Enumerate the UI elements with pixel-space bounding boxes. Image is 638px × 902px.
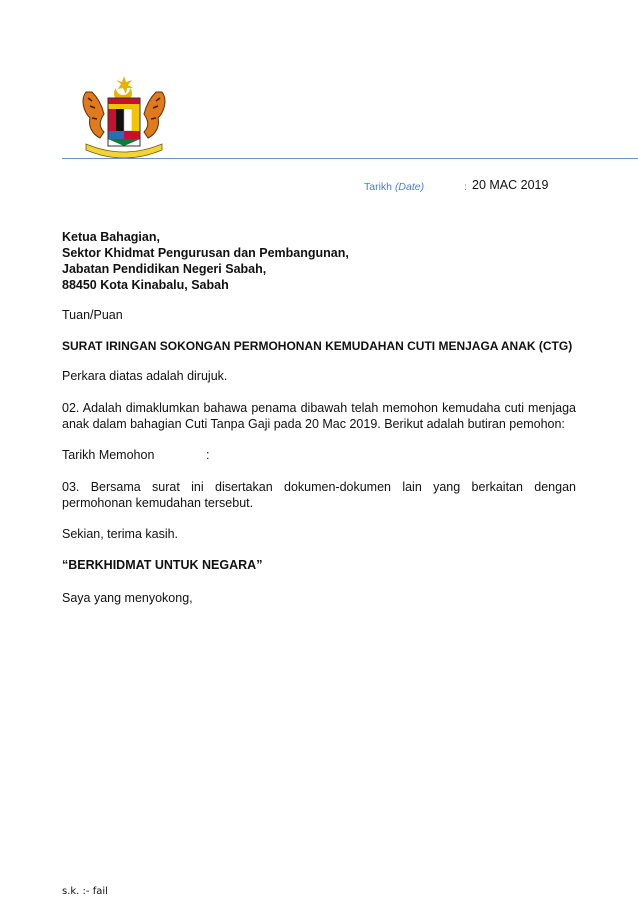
salutation: Tuan/Puan	[62, 308, 123, 322]
motto-text: “BERKHIDMAT UNTUK NEGARA”	[62, 558, 263, 572]
recipient-line-4: 88450 Kota Kinabalu, Sabah	[62, 278, 229, 292]
date-value: 20 MAC 2019	[472, 178, 549, 192]
date-colon: :	[464, 181, 467, 193]
footer-cc: s.k. :- fail	[62, 886, 108, 897]
signoff-text: Saya yang menyokong,	[62, 591, 193, 605]
date-label-text: Tarikh	[364, 181, 393, 193]
recipient-line-3: Jabatan Pendidikan Negeri Sabah,	[62, 262, 267, 276]
field-colon: :	[206, 448, 210, 462]
recipient-line-1: Ketua Bahagian,	[62, 230, 160, 244]
recipient-line-2: Sektor Khidmat Pengurusan dan Pembangunan,	[62, 246, 349, 260]
date-label-english: (Date)	[394, 181, 425, 193]
header-rule	[62, 158, 638, 159]
closing-text: Sekian, terima kasih.	[62, 527, 179, 541]
paragraph-3: 03. Bersama surat ini disertakan dokumen-dokumen lain yang berkaitan dengan permohonan kemudahan tersebut.	[62, 480, 576, 510]
field-label-tarikh-memohon: Tarikh Memohon	[62, 448, 155, 462]
subject-line: SURAT IRINGAN SOKONGAN PERMOHONAN KEMUDAHAN CUTI MENJAGA ANAK (CTG)	[62, 339, 573, 353]
paragraph-2: 02. Adalah dimaklumkan bahawa penama dibawah telah memohon kemudaha cuti menjaga anak dalam bahagian Cuti Tanpa Gaji pada 20 Mac 2019. Berikut adalah butiran pemohon:	[62, 401, 576, 431]
coat-of-arms-logo	[78, 74, 170, 158]
date-label	[364, 181, 424, 193]
paragraph-1: Perkara diatas adalah dirujuk.	[62, 369, 228, 383]
